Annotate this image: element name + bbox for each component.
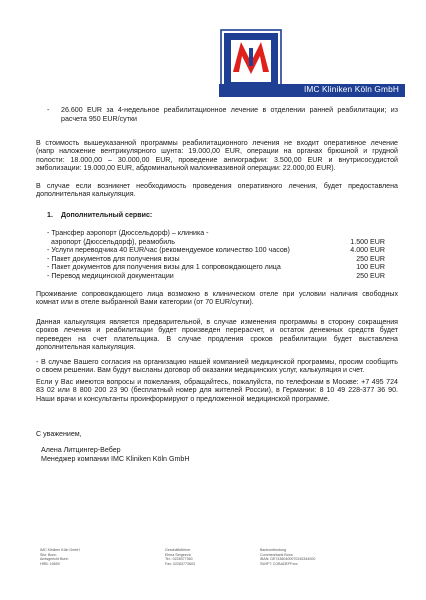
intro-bullet-line-1: 26.600 EUR за 4-недельное реабилитационное лечение в отделении ранней реабилитации; из xyxy=(61,106,398,114)
service-label: аэропорт (Дюссельдорф), реамобиль xyxy=(47,237,176,246)
paragraph-surgery-line-1: В стоимость вышеуказанной программы реабилитационного лечения не входит оперативное лечение xyxy=(36,139,398,147)
paragraph-preliminary-line-4: дополнительная калькуляция. xyxy=(36,343,136,352)
footer-bank-col xyxy=(260,548,315,566)
service-label: - Трансфер аэропорт (Дюссельдорф) – клиника - xyxy=(47,229,209,237)
footer-line: Elena Sergeeva xyxy=(165,552,191,557)
service-row xyxy=(47,272,385,280)
footer-management-col xyxy=(165,548,195,566)
closing-greeting: С уважением, xyxy=(36,430,82,438)
paragraph-contacts xyxy=(36,378,398,403)
paragraph-consent xyxy=(36,358,398,375)
footer-company-col xyxy=(40,548,80,566)
paragraph-lodging-line-2: комнат или в отеле выбранной Вами категории (от 70 EUR/сутки). xyxy=(36,298,254,307)
paragraph-consent-line-1: - В случае Вашего согласия на организацию нашей компанией медицинской программы, просим сообщить xyxy=(36,358,398,366)
service-row xyxy=(47,238,385,246)
footer-line: SWIFT: COBADEFFxxx xyxy=(260,561,298,566)
service-amount: 4.000 EUR xyxy=(350,246,385,254)
paragraph-extra-calc-line-2: дополнительная калькуляция. xyxy=(36,190,136,199)
intro-bullet-dash: - xyxy=(47,106,50,114)
paragraph-lodging xyxy=(36,290,398,307)
intro-bullet-line-2: расчета 950 EUR/сутки xyxy=(61,114,138,123)
paragraph-preliminary-line-3: переведен на счет плательщика. В случае продления сроков реабилитации будет выставлена xyxy=(36,334,398,343)
service-amount: 1.500 EUR xyxy=(350,237,385,246)
paragraph-extra-calc xyxy=(36,182,398,199)
paragraph-consent-line-2: о своем решении. Вам будут высланы договор об оказании медицинских услуг, калькуляция и счет. xyxy=(36,366,365,375)
footer-line: Amtsgericht Bonn xyxy=(40,557,69,562)
footer-line: Bankverbindung xyxy=(260,548,286,552)
footer-line: Commerzbank Bonn xyxy=(260,552,293,557)
footer-line: Tel.: 0228377360 xyxy=(165,557,193,562)
service-label: - Пакет документов для получения визы xyxy=(47,254,180,263)
paragraph-preliminary-line-2: сроков лечения и реабилитации будет произведен перерасчет, и остаток денежных средств будет xyxy=(36,326,398,335)
paragraph-contacts-line-3: Наши врачи и консультанты проинформируют о предложенной медицинской программе. xyxy=(36,394,330,403)
service-amount: 250 EUR xyxy=(356,271,385,280)
service-row xyxy=(47,229,385,237)
signatory-position: Менеджер компании IMC Kliniken Köln GmbH xyxy=(41,455,190,463)
section-number: 1. xyxy=(47,211,53,219)
footer-line: Fax: 02283773603 xyxy=(165,561,195,566)
footer-line: IMC Kliniken Köln GmbH xyxy=(40,548,80,552)
paragraph-contacts-line-1: Если у Вас имеются вопросы и пожелания, обращайтесь, пожалуйста, по телефонам в Москве: +7 495 724 xyxy=(36,378,398,386)
paragraph-lodging-line-1: Проживание сопровождающего лица возможно в клиническом отеле при условии наличия свободных xyxy=(36,290,398,298)
service-row xyxy=(47,263,385,271)
paragraph-surgery xyxy=(36,139,398,173)
paragraph-preliminary xyxy=(36,318,398,352)
logo-company-name: IMC Kliniken Köln GmbH xyxy=(303,84,399,94)
footer-line: HRB: 15659 xyxy=(40,561,60,566)
footer-line: Geschäftsführer xyxy=(165,548,191,552)
service-label: - Услуги переводчика 40 EUR/час (рекомендуемое количество 100 часов) xyxy=(47,246,290,254)
paragraph-extra-calc-line-1: В случае если возникнет необходимость проведения оперативного лечения, будет предоставлена xyxy=(36,182,398,190)
service-row xyxy=(47,255,385,263)
service-amount: 250 EUR xyxy=(356,254,385,263)
paragraph-surgery-line-2: (напр наложение вентрикулярного шунта: 19.000,00 EUR, операции на органах брюшной и грудной xyxy=(36,147,398,156)
service-label: - Перевод медицинской документации xyxy=(47,271,174,280)
footer-line: IBAN: DE74380400070245344000 xyxy=(260,557,316,562)
service-amount: 100 EUR xyxy=(356,263,385,271)
paragraph-preliminary-line-1: Данная калькуляция является предварительной, в случае изменения программы в сторону сокращения xyxy=(36,318,398,326)
service-label: - Пакет документов для получения визы для 1 сопровождающего лица xyxy=(47,263,281,271)
footer-line: Sitz: Bonn xyxy=(40,552,57,557)
paragraph-surgery-line-3: полости: 18.000,00 – 30.000,00 EUR, проведение ангиографии: 3.500,00 EUR и внутрисосудистой xyxy=(36,155,398,164)
service-row xyxy=(47,246,385,254)
signatory-name: Алена Литцингер-Вебер xyxy=(41,446,121,454)
paragraph-contacts-line-2: 83 02 или 8 800 200 23 90 (бесплатный номер для жителей России), в Германии: 8 10 49 228-377 36 90. xyxy=(36,386,398,395)
paragraph-surgery-line-4: эмболизации: 19.000,00 EUR, абдоминальной малоинвазивной операции: 22.000,00 EUR). xyxy=(36,164,336,173)
section-title: Дополнительный сервис: xyxy=(61,211,153,219)
